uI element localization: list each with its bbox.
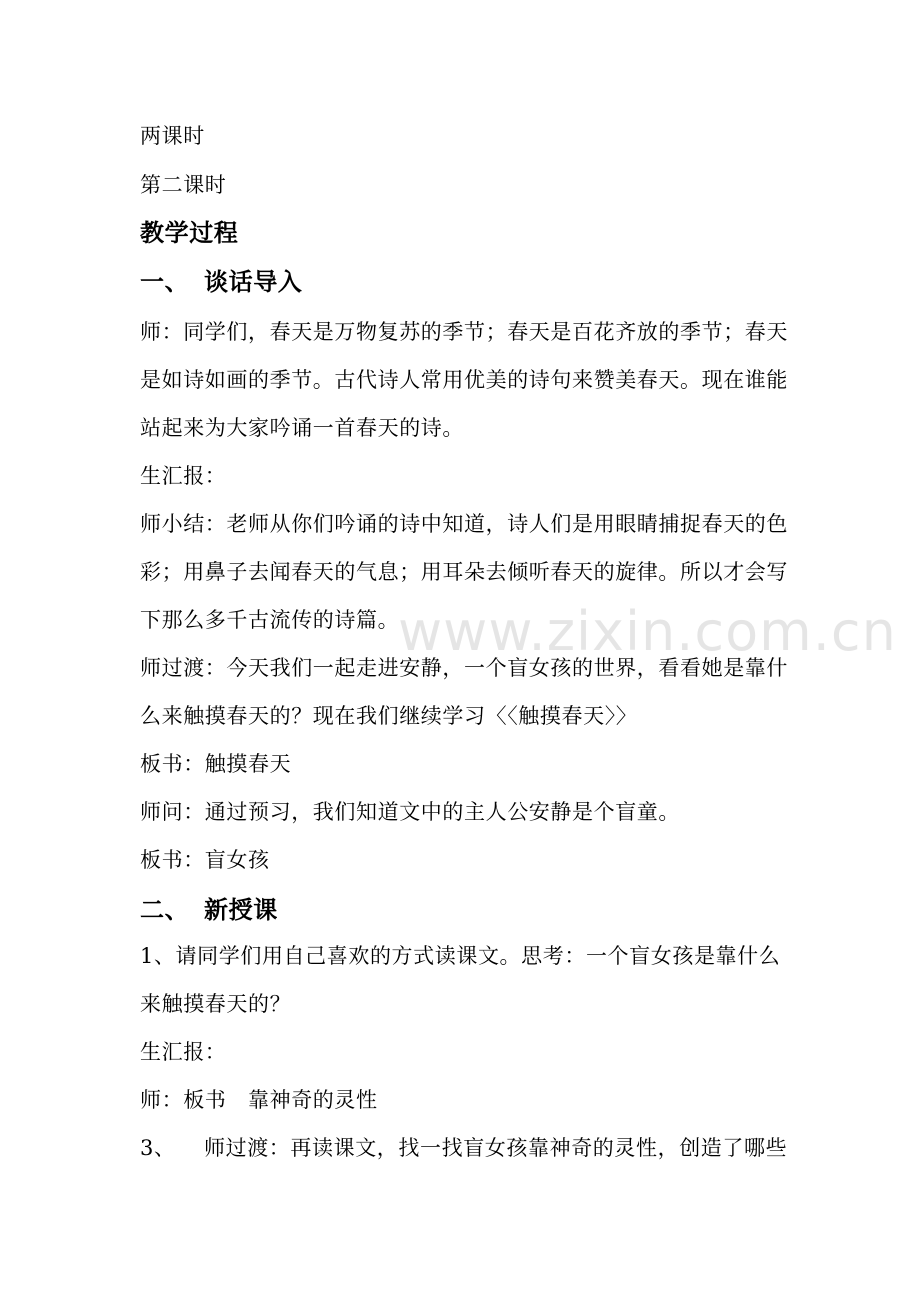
section-heading-one (140, 268, 302, 296)
paragraph-line: 生汇报： (140, 464, 227, 488)
watermark: www.zixin.com.cn (398, 600, 897, 663)
section-title: 新授课 (204, 896, 278, 924)
paragraph-line: 站起来为大家吟诵一首春天的诗。 (140, 416, 464, 440)
item-text: 师过渡：再读课文，找一找盲女孩靠神奇的灵性，创造了哪些 (204, 1136, 788, 1160)
section-number: 一、 (140, 268, 190, 296)
paragraph-line: 生汇报： (140, 1040, 227, 1064)
paragraph-line: 师小结：老师从你们吟诵的诗中知道，诗人们是用眼睛捕捉春天的色 (140, 512, 788, 536)
section-number: 二、 (140, 896, 190, 924)
item-number: 3、 (140, 1136, 176, 1160)
paragraph-line: 么来触摸春天的？现在我们继续学习〈〈触摸春天〉〉 (140, 704, 638, 728)
paragraph-line: 板书：触摸春天 (140, 752, 292, 776)
paragraph-line: 彩；用鼻子去闻春天的气息；用耳朵去倾听春天的旋律。所以才会写 (140, 560, 788, 584)
paragraph-line: 师过渡：今天我们一起走进安静，一个盲女孩的世界，看看她是靠什 (140, 656, 788, 680)
section-title: 谈话导入 (204, 268, 303, 296)
paragraph-line-numbered (140, 1136, 787, 1160)
section-heading-teaching-process: 教学过程 (140, 219, 239, 247)
paragraph-line: 下那么多千古流传的诗篇。 (140, 608, 400, 632)
lesson-count: 两课时 (140, 124, 205, 148)
paragraph-line: 板书：盲女孩 (140, 848, 270, 872)
lesson-title: 第二课时 (140, 173, 227, 197)
paragraph-line: 师：板书 靠神奇的灵性 (140, 1088, 378, 1112)
paragraph-line: 1、请同学们用自己喜欢的方式读课文。思考：一个盲女孩是靠什么 (140, 944, 781, 968)
section-heading-two (140, 896, 278, 924)
paragraph-line: 是如诗如画的季节。古代诗人常用优美的诗句来赞美春天。现在谁能 (140, 368, 788, 392)
paragraph-line: 师问：通过预习，我们知道文中的主人公安静是个盲童。 (140, 800, 680, 824)
paragraph-line: 来触摸春天的？ (140, 992, 292, 1016)
paragraph-line: 师：同学们，春天是万物复苏的季节；春天是百花齐放的季节；春天 (140, 320, 788, 344)
